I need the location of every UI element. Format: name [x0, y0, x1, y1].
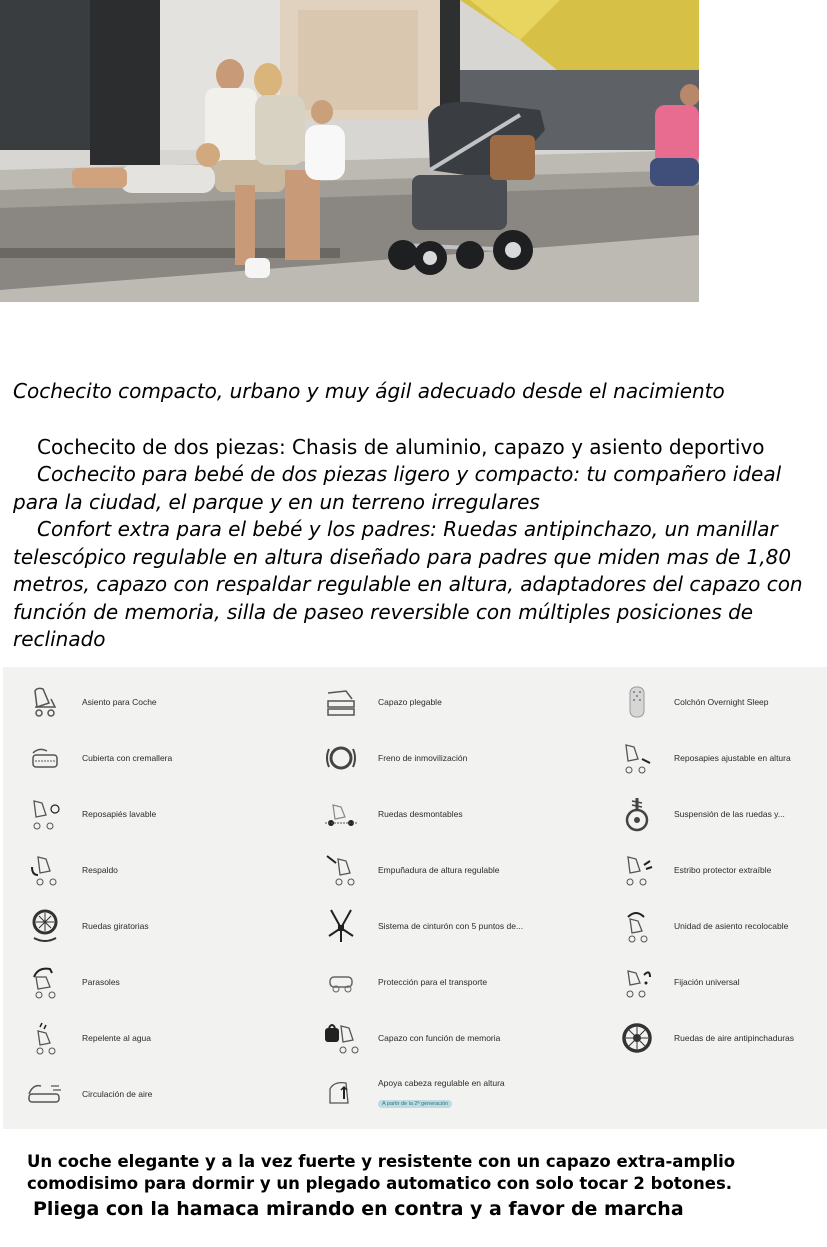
feature-label: Cubierta con cremallera: [82, 753, 173, 763]
memory-carrycot-icon: [321, 1018, 361, 1058]
generation-badge: A partir de la 2ª generación: [378, 1100, 452, 1108]
feature-label: Circulación de aire: [82, 1089, 153, 1099]
feature-puncture-proof-wheels: [617, 1018, 795, 1058]
feature-wheel-suspension: [617, 794, 785, 834]
bottom-fold-note: Pliega con la hamaca mirando en contra y a favor de marcha: [33, 1198, 684, 1220]
feature-transport-protection: [321, 962, 488, 1002]
feature-label: Protección para el transporte: [378, 977, 488, 987]
feature-label: Estribo protector extraíble: [674, 865, 772, 875]
feature-zip-cover: [25, 738, 173, 778]
feature-label: Empuñadura de altura regulable: [378, 865, 500, 875]
paragraph-two-piece: Cochecito de dos piezas: Chasis de aluminio, capazo y asiento deportivo: [37, 435, 765, 459]
feature-label: Asiento para Coche: [82, 697, 157, 707]
feature-label: Capazo con función de memoria: [378, 1033, 501, 1043]
mattress-icon: [617, 682, 657, 722]
feature-label: Ruedas desmontables: [378, 809, 463, 819]
feature-label: Ruedas de aire antipinchaduras: [674, 1033, 795, 1043]
car-seat-icon: [25, 682, 65, 722]
feature-label: Suspensión de las ruedas y...: [674, 809, 785, 819]
feature-label: Reposapiés lavable: [82, 809, 157, 819]
features-panel: [3, 667, 827, 1129]
feature-label: Parasoles: [82, 977, 120, 987]
feature-removable-wheels: [321, 794, 463, 834]
feature-label: Colchón Overnight Sleep: [674, 697, 769, 707]
brake-icon: [321, 738, 361, 778]
removable-wheels-icon: [321, 794, 361, 834]
feature-adjustable-footrest: [617, 738, 791, 778]
air-circulation-icon: [25, 1074, 65, 1114]
feature-air-circulation: [25, 1074, 153, 1114]
feature-sun-canopy: [25, 962, 120, 1002]
headline: Cochecito compacto, urbano y muy ágil adecuado desde el nacimiento: [13, 379, 725, 403]
feature-backrest: [25, 850, 118, 890]
bottom-description: Un coche elegante y a la vez fuerte y resistente con un capazo extra-amplio comodisimo para dormir y un plegado automatico con solo tocar 2 botones.: [27, 1152, 736, 1193]
feature-water-repellent: [25, 1018, 152, 1058]
feature-label: Unidad de asiento recolocable: [674, 921, 789, 931]
feature-label: Ruedas giratorias: [82, 921, 149, 931]
washable-footrest-icon: [25, 794, 65, 834]
puncture-proof-wheels-icon: [617, 1018, 657, 1058]
feature-brake: [321, 738, 468, 778]
foldable-carrycot-icon: [321, 682, 361, 722]
feature-label: Capazo plegable: [378, 697, 442, 707]
feature-foldable-carrycot: [321, 682, 442, 722]
feature-washable-footrest: [25, 794, 157, 834]
feature-bumper-bar: [617, 850, 772, 890]
adjustable-footrest-icon: [617, 738, 657, 778]
feature-label: Apoya cabeza regulable en altura: [378, 1078, 505, 1088]
feature-adjustable-handle: [321, 850, 500, 890]
feature-label: Freno de inmovilización: [378, 753, 468, 763]
water-repellent-icon: [25, 1018, 65, 1058]
zip-cover-icon: [25, 738, 65, 778]
feature-reversible-seat: [617, 906, 789, 946]
feature-adjustable-headrest: [321, 1074, 505, 1114]
feature-label: Sistema de cinturón con 5 puntos de...: [378, 921, 524, 931]
feature-label: Fijación universal: [674, 977, 740, 987]
bumper-bar-icon: [617, 850, 657, 890]
feature-five-point-harness: [321, 906, 524, 946]
reversible-seat-icon: [617, 906, 657, 946]
universal-fixing-icon: [617, 962, 657, 1002]
feature-label: Reposapies ajustable en altura: [674, 753, 791, 763]
paragraph-comfort: Confort extra para el bebé y los padres: Ruedas antipinchazo, un manillar telescópico regulable en altura diseñado para padres que miden mas de 1,80 metros, capazo con respaldar regulable en altura, adaptadores del capazo con función de memoria, silla de paseo reversible con múltiples posiciones de reclinado: [13, 517, 803, 651]
transport-protection-icon: [321, 962, 361, 1002]
feature-label: Repelente al agua: [82, 1033, 152, 1043]
feature-universal-fixing: [617, 962, 740, 1002]
adjustable-headrest-icon: [321, 1074, 361, 1114]
feature-car-seat: [25, 682, 157, 722]
feature-memory-carrycot: [321, 1018, 501, 1058]
feature-mattress: [617, 682, 769, 722]
wheel-suspension-icon: [617, 794, 657, 834]
five-point-harness-icon: [321, 906, 361, 946]
feature-label: Respaldo: [82, 865, 118, 875]
feature-swivel-wheels: [25, 906, 149, 946]
backrest-icon: [25, 850, 65, 890]
hero-photo: [0, 0, 699, 302]
swivel-wheels-icon: [25, 906, 65, 946]
sun-canopy-icon: [25, 962, 65, 1002]
adjustable-handle-icon: [321, 850, 361, 890]
paragraph-light-compact: Cochecito para bebé de dos piezas ligero y compacto: tu compañero ideal para la ciudad, el parque y en un terreno irregulares: [13, 462, 782, 514]
